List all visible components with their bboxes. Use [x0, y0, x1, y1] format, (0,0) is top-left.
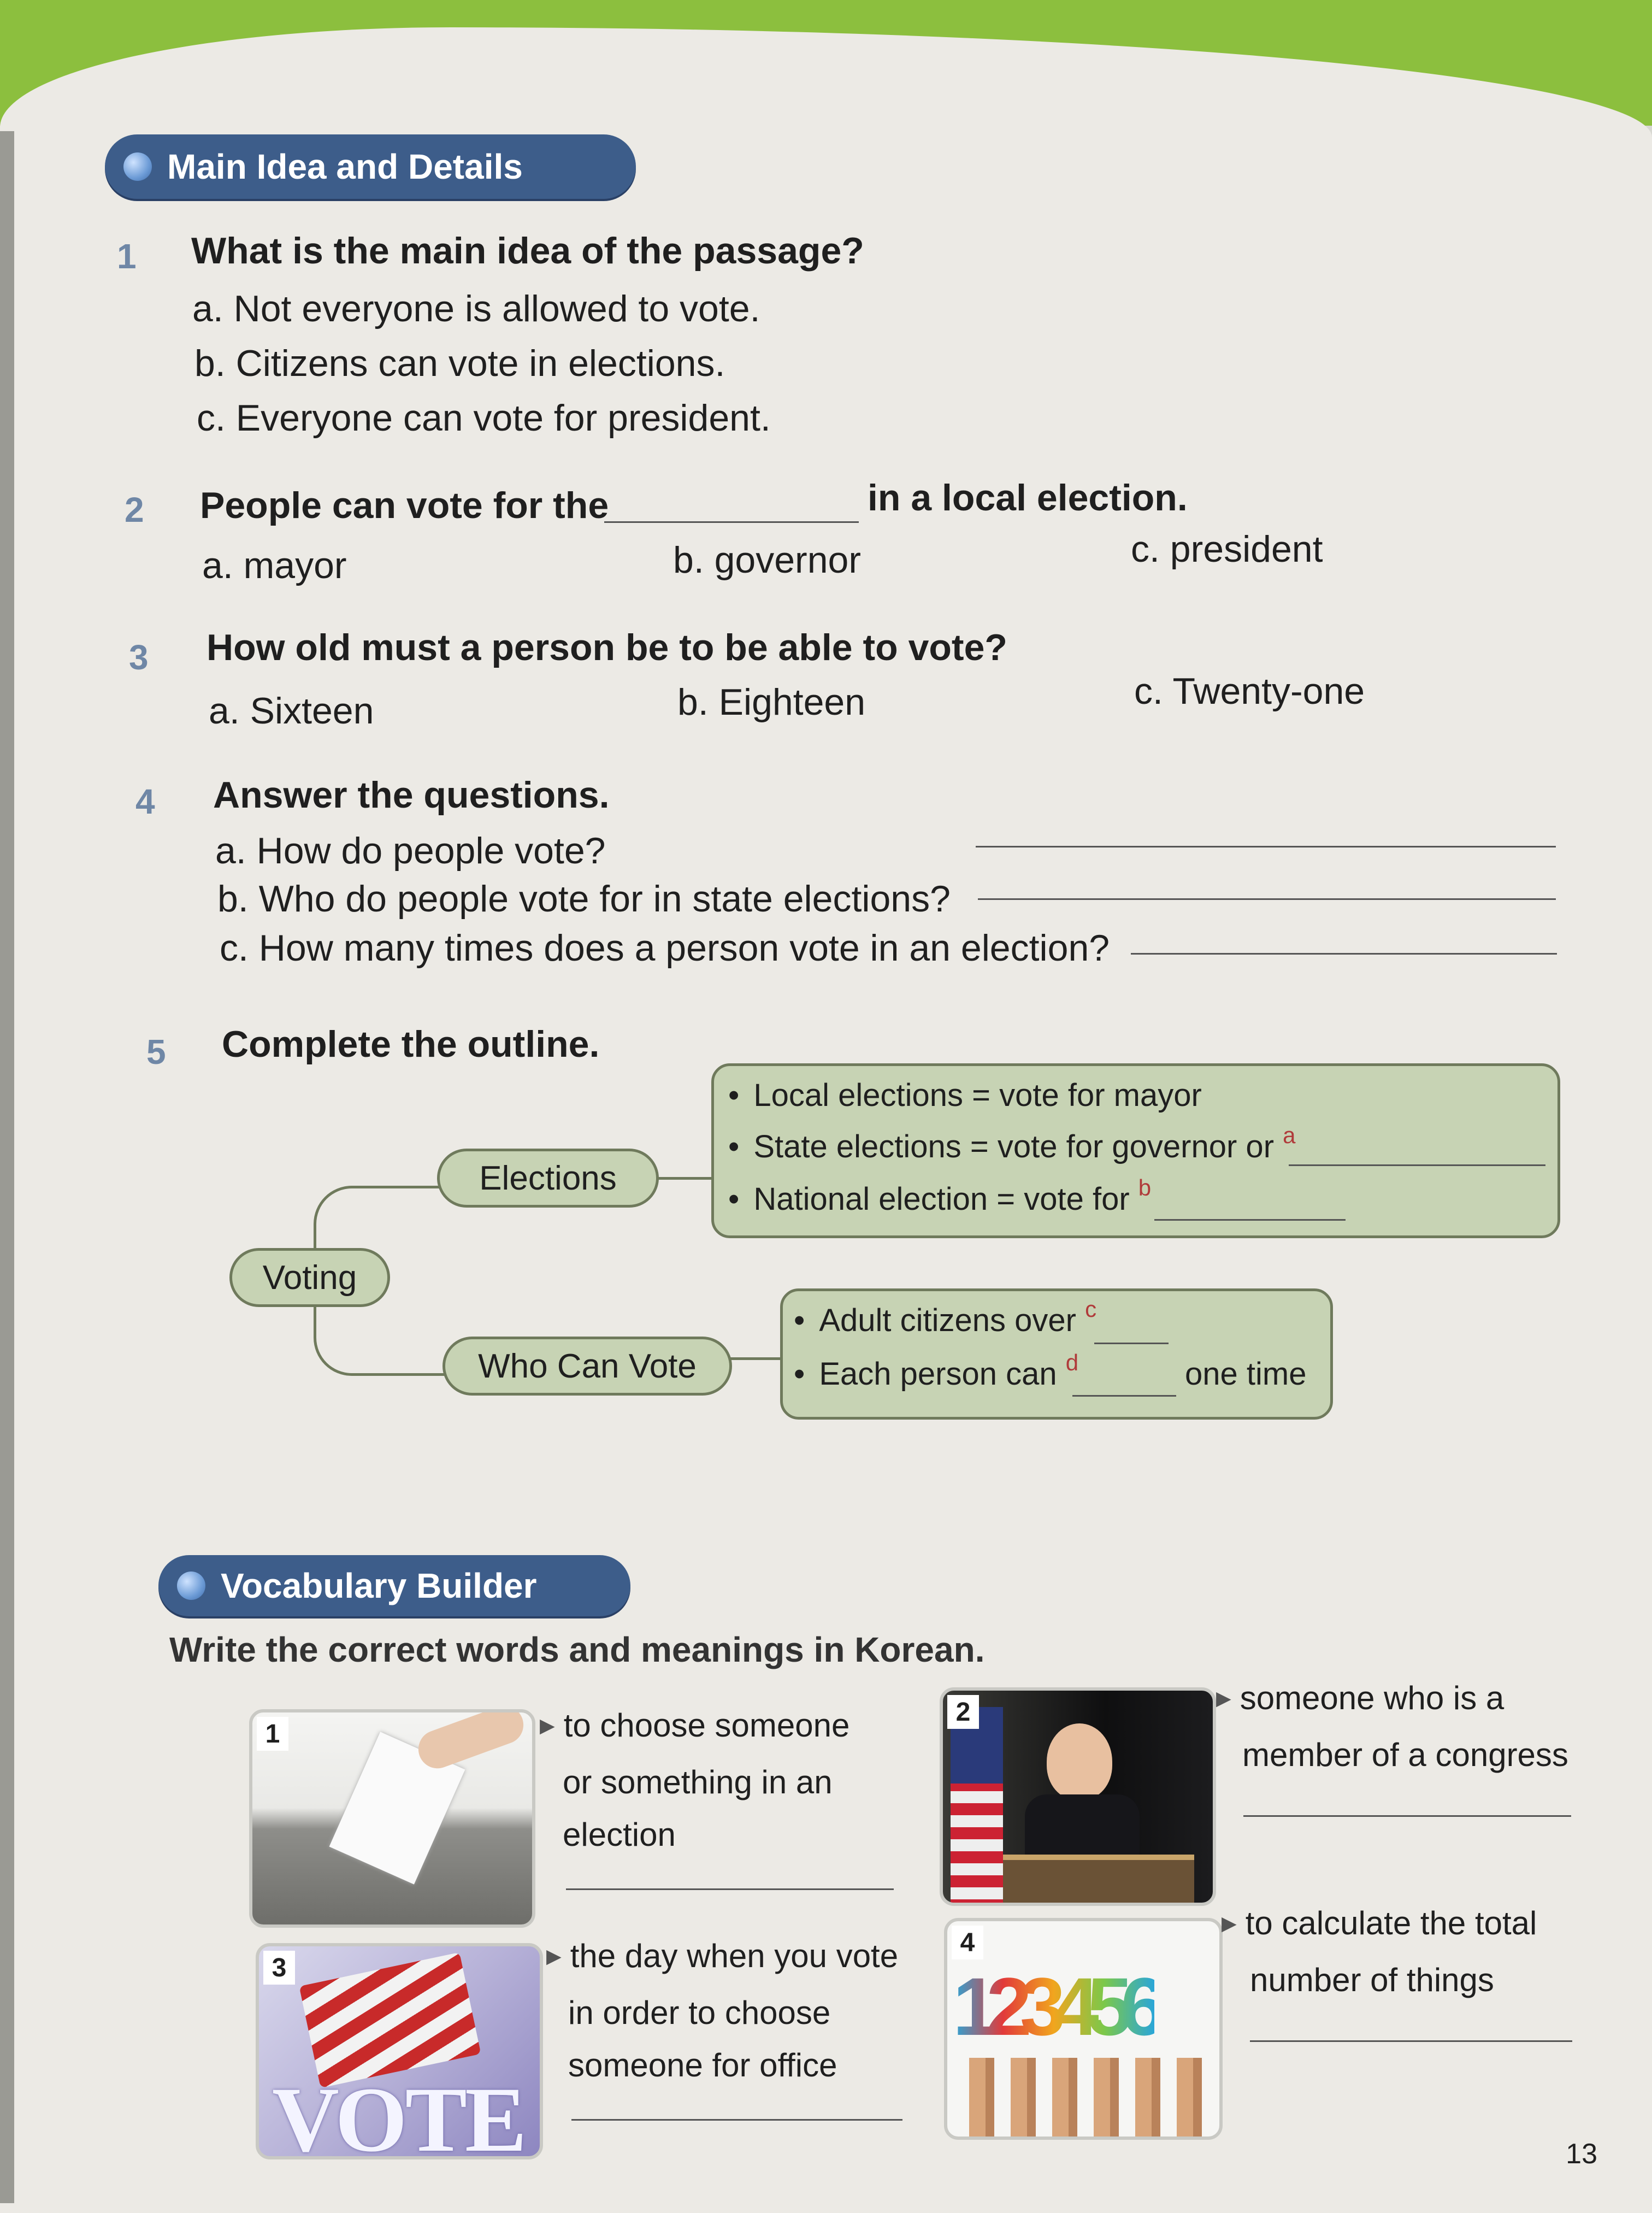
- vote-text: VOTE: [272, 2068, 525, 2159]
- vocab-answer-line[interactable]: [1250, 2040, 1572, 2042]
- section-title: Main Idea and Details: [167, 147, 523, 186]
- section-header-vocabulary: [158, 1555, 630, 1616]
- vocab-number: 1: [257, 1717, 288, 1751]
- answer-option[interactable]: a. Sixteen: [209, 690, 374, 732]
- who-can-vote-detail-box: [780, 1288, 1333, 1420]
- connector-line: [658, 1177, 716, 1180]
- arrow-icon: ▶: [1222, 1912, 1237, 1934]
- answer-line[interactable]: [978, 898, 1556, 900]
- answer-option[interactable]: a. mayor: [202, 545, 347, 586]
- arrow-icon: ▶: [540, 1714, 555, 1737]
- fill-blank-d[interactable]: [1072, 1395, 1176, 1397]
- vocab-definition: ▶ someone who is a member of a congress: [1216, 1680, 1568, 1773]
- question-number: 1: [117, 237, 137, 276]
- question-3-text: How old must a person be to be able to vote?: [206, 627, 1007, 668]
- question-number: 3: [129, 638, 149, 677]
- answer-line[interactable]: [1131, 953, 1557, 955]
- bullet-icon: [177, 1572, 205, 1600]
- congressman-speaker-image: [940, 1687, 1216, 1906]
- vocab-definition: ▶ to choose someone or something in an election: [540, 1707, 850, 1853]
- fill-blank-a[interactable]: [1289, 1164, 1545, 1166]
- connector-line: [730, 1357, 784, 1360]
- answer-option[interactable]: a. Not everyone is allowed to vote.: [192, 288, 760, 329]
- vocab-answer-line[interactable]: [571, 2119, 902, 2121]
- answer-option[interactable]: c. president: [1131, 528, 1323, 570]
- section-title: Vocabulary Builder: [221, 1566, 537, 1605]
- question-number: 4: [135, 782, 155, 821]
- sub-question: c. How many times does a person vote in an election?: [220, 927, 1110, 969]
- page-number: 13: [1566, 2138, 1597, 2170]
- outline-item: • Each person can $^d$: [794, 1350, 1079, 1392]
- vocab-definition: ▶ to calculate the total number of things: [1222, 1905, 1537, 1998]
- fill-blank-b[interactable]: [1154, 1219, 1346, 1221]
- outline-item: • State elections = vote for governor or $^a$: [728, 1122, 1296, 1164]
- question-5-text: Complete the outline.: [222, 1023, 600, 1065]
- vocab-number: 4: [952, 1926, 983, 1959]
- numbers-text: 123456: [953, 1959, 1154, 2054]
- numbers-hands-image: [944, 1918, 1223, 2140]
- vote-flag-image: [256, 1943, 543, 2159]
- outline-item: • Local elections = vote for mayor: [728, 1078, 1202, 1113]
- outline-item: • Adult citizens over $^c$: [794, 1296, 1097, 1338]
- question-number: 5: [146, 1032, 166, 1072]
- question-2-text-before: People can vote for the: [200, 485, 609, 526]
- answer-option[interactable]: b. Citizens can vote in elections.: [194, 343, 725, 384]
- outline-item: • National election = vote for $^b$: [728, 1175, 1152, 1217]
- answer-option[interactable]: b. Eighteen: [677, 681, 866, 723]
- elections-detail-box: [711, 1063, 1560, 1238]
- question-number: 2: [125, 490, 144, 529]
- sub-question: b. Who do people vote for in state elections?: [217, 878, 951, 920]
- answer-option[interactable]: b. governor: [673, 539, 861, 581]
- page-edge: [0, 131, 14, 2203]
- outline-node-elections: Elections: [437, 1149, 659, 1208]
- vocab-definition: ▶ the day when you vote in order to choose someone for office: [546, 1938, 899, 2083]
- outline-suffix: one time: [1185, 1356, 1307, 1392]
- bullet-icon: [123, 152, 152, 181]
- vocab-instruction: Write the correct words and meanings in Korean.: [169, 1630, 985, 1669]
- question-4-text: Answer the questions.: [213, 774, 610, 816]
- vocab-answer-line[interactable]: [566, 1888, 894, 1890]
- answer-option[interactable]: c. Everyone can vote for president.: [197, 397, 771, 439]
- answer-line[interactable]: [976, 846, 1556, 847]
- vocab-answer-line[interactable]: [1243, 1815, 1571, 1817]
- vocab-number: 2: [947, 1695, 979, 1729]
- arrow-icon: ▶: [1216, 1687, 1231, 1709]
- connector-line: [314, 1306, 450, 1376]
- outline-node-who-can-vote: Who Can Vote: [442, 1337, 732, 1396]
- section-header-main-idea: [105, 134, 636, 199]
- answer-option[interactable]: c. Twenty-one: [1134, 670, 1365, 712]
- ballot-box-image: [249, 1709, 535, 1928]
- outline-root-voting: Voting: [229, 1248, 390, 1307]
- fill-blank-c[interactable]: [1094, 1343, 1169, 1344]
- sub-question: a. How do people vote?: [215, 830, 606, 872]
- vocab-number: 3: [263, 1951, 295, 1985]
- fill-blank[interactable]: [604, 521, 859, 523]
- question-1-text: What is the main idea of the passage?: [191, 230, 864, 272]
- question-2-text-after: in a local election.: [868, 477, 1188, 519]
- arrow-icon: ▶: [546, 1945, 562, 1967]
